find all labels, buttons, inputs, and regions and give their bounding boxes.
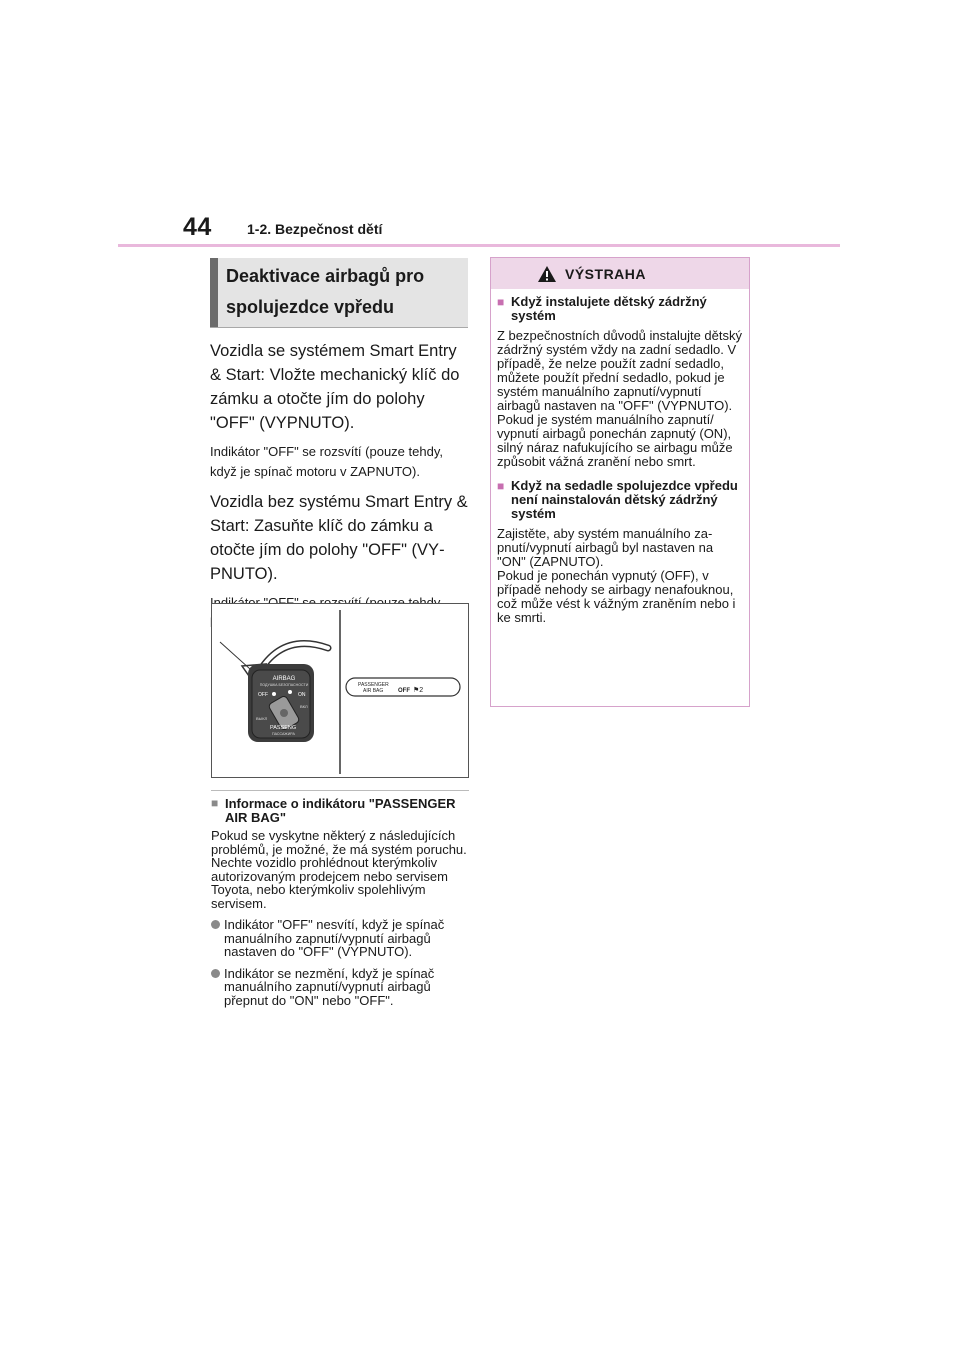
left-column (210, 258, 468, 632)
square-bullet-icon: ■ (211, 796, 219, 810)
paragraph-no-smart-entry: Vozidla bez systému Smart Entry & Start: Zasuňte klíč do zámku a otočte jím do polohy "OFF" (VYPNUTO). (210, 493, 468, 583)
switch-label-ru: ПОДУШКА БЕЗОПАСНОСТИ (259, 683, 309, 687)
warning-text: Z bezpečnostních důvodů instalujte dětský zádržný systém vždy na zadní sedadlo. V případě, že nelze použít zadní sedadlo, můžete použít přední sedadlo, pokud je systém manuálního zapnutí/vypnutí airbagů nastaven na "OFF" (VYPNUTO). (497, 328, 742, 413)
on-dot (288, 690, 292, 694)
warning-box (490, 257, 750, 707)
section-title: 1-2. Bezpečnost dětí (247, 221, 383, 237)
list-item (211, 918, 469, 959)
paragraph-indicator-note: Indikátor "OFF" se rozsvítí (pouze tehdy, když je spínač motoru v ZAPNUTO). (210, 444, 443, 479)
indicator-line-1: PASSENGER (358, 682, 389, 688)
heading-underline (210, 327, 468, 328)
info-section (211, 797, 469, 1007)
switch-on-label: ON (298, 692, 306, 698)
switch-passeng-ru-label: ПАССАЖИРА (272, 732, 295, 736)
warning-item-heading (497, 295, 743, 323)
square-bullet-icon: ■ (497, 295, 505, 309)
paragraph-smart-entry: Vozidla se systémem Smart Entry & Start: Vložte mechanický klíč do zámku a otočte jím do polohy "OFF" (VYPNUTO). (210, 342, 460, 432)
info-heading (211, 797, 469, 824)
list-item (211, 967, 469, 1008)
warning-text: Zajistěte, aby systém manuálního zapnutí/vypnutí airbagů byl nastaven na "ON" (ZAPNUTO). (497, 526, 714, 569)
off-dot (272, 692, 276, 696)
square-bullet-icon: ■ (497, 479, 505, 493)
airbag-switch-figure (211, 603, 469, 778)
list-item-text: Indikátor se nezmění, když je spínač manuálního zapnutí/vypnutí airbagů přepnut do "ON" nebo "OFF". (224, 965, 435, 1008)
list-item-text: Indikátor "OFF" nesvítí, když je spínač manuálního zapnutí/vypnutí airbagů nastaven do "OFF" (VYPNUTO). (224, 917, 445, 959)
switch-off-ru-label: ВЫКЛ (256, 716, 268, 721)
page-number: 44 (183, 213, 212, 241)
indicator-off-label: OFF (398, 688, 410, 694)
warning-text: Pokud je ponechán vypnutý (OFF), v případě nehody se airbagy nenafouknou, což může vést k vážným zraněním nebo i ke smrti. (497, 568, 736, 625)
warning-item-title: Když na sedadle spolujezdce vpředu není nainstalován dětský zádržný systém (511, 478, 738, 521)
warning-header (491, 258, 749, 289)
child-seat-icon: ⚑2 (413, 687, 424, 694)
switch-off-label: OFF (258, 692, 268, 698)
warning-triangle-icon (537, 265, 557, 283)
switch-on-ru-label: ВКЛ (300, 704, 308, 709)
circle-bullet-icon (211, 969, 220, 978)
figure-rule (211, 790, 469, 791)
info-body: Pokud se vyskytne některý z následujících problémů, je možné, že má systém poruchu. Nechte vozidlo prohlédnout kterýmkoliv autorizovaným prodejcem nebo servisem Toyota, nebo kterýmkoliv spolehlivým servisem. (211, 828, 467, 911)
warning-title: VÝSTRAHA (565, 265, 647, 282)
indicator-line-2: AIR BAG (363, 688, 384, 694)
airbag-switch-illustration (212, 604, 468, 777)
header-rule (118, 244, 840, 247)
switch-passeng-label: PASSENG (270, 725, 297, 731)
warning-item-title: Když instalujete dětský zádržný systém (511, 294, 707, 323)
key-hole (280, 709, 288, 717)
info-title: Informace o indikátoru "PASSENGER AIR BAG" (225, 796, 456, 825)
warning-text: Pokud je systém manuálního zapnutí/ vypnutí airbagů ponechán zapnutý (ON), silný náraz nafukujícího se airbagu může způsobit vážná zranění nebo smrt. (497, 412, 733, 469)
circle-bullet-icon (211, 920, 220, 929)
warning-body (491, 289, 749, 625)
warning-item-heading (497, 479, 743, 521)
section-heading: Deaktivace airbagů pro spolujezdce vpředu (210, 258, 468, 327)
switch-label-airbag: AIRBAG (272, 676, 296, 682)
